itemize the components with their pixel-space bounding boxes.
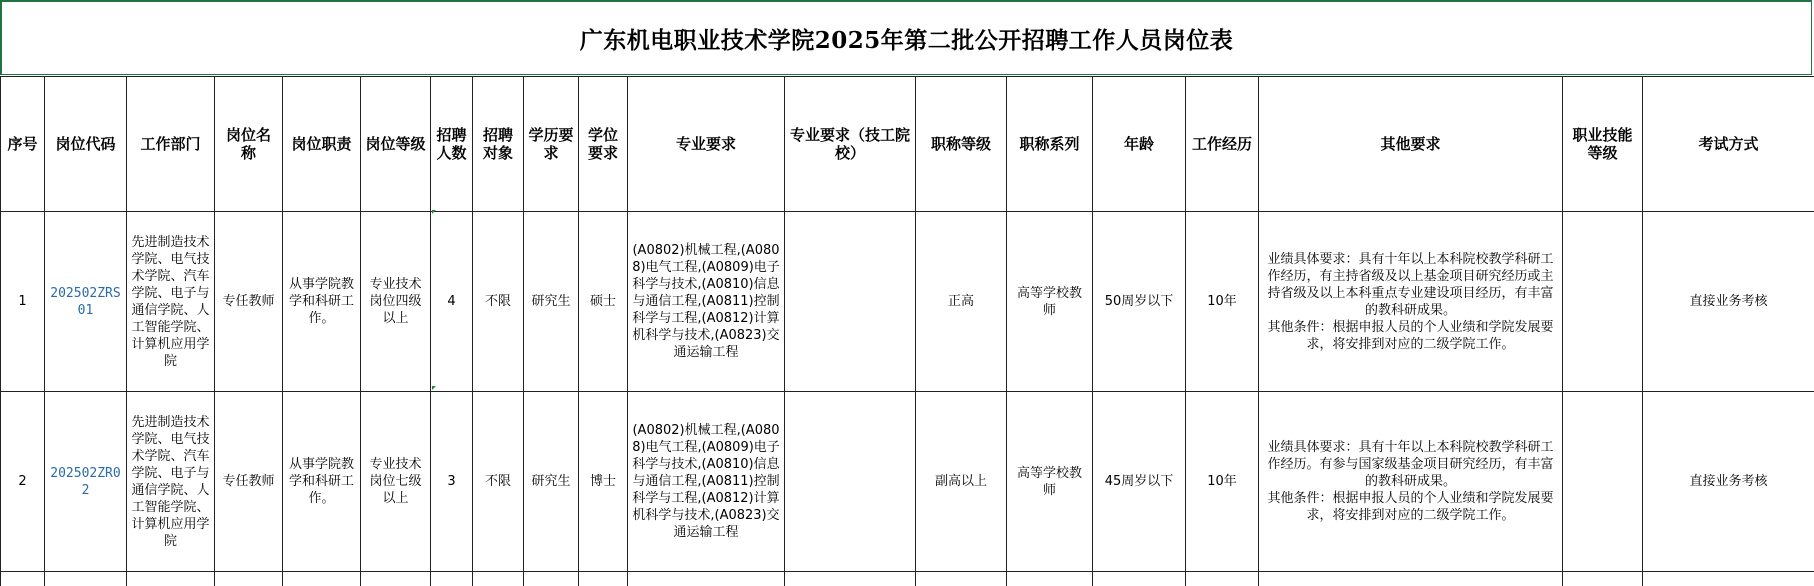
- cell-code[interactable]: 202502ZRS01: [45, 212, 127, 392]
- header-cell-skill-level[interactable]: 职业技能等级: [1563, 77, 1643, 212]
- cell-title-series[interactable]: 高等学校教师: [1007, 212, 1093, 392]
- header-cell-position[interactable]: 岗位名称: [215, 77, 283, 212]
- cell-experience[interactable]: 10年: [1186, 212, 1259, 392]
- cell-exam[interactable]: 直接业务考核: [1643, 392, 1814, 572]
- header-cell-title-level[interactable]: 职称等级: [916, 77, 1007, 212]
- header-cell-exam[interactable]: 考试方式: [1643, 77, 1814, 212]
- cell-empty[interactable]: [1, 572, 45, 586]
- cell-grade[interactable]: 专业技术岗位七级以上: [361, 392, 431, 572]
- comment-indicator-icon: [432, 386, 436, 390]
- header-cell-education[interactable]: 学历要求: [524, 77, 579, 212]
- cell-index[interactable]: 1: [1, 212, 45, 392]
- sheet-title: 广东机电职业技术学院2025年第二批公开招聘工作人员岗位表: [580, 22, 1234, 55]
- cell-skill-level[interactable]: [1563, 392, 1643, 572]
- cell-grade[interactable]: 专业技术岗位四级以上: [361, 212, 431, 392]
- cell-empty[interactable]: [1563, 572, 1643, 586]
- cell-empty[interactable]: [283, 572, 361, 586]
- header-cell-age[interactable]: 年龄: [1093, 77, 1186, 212]
- cell-major-tech[interactable]: [785, 212, 916, 392]
- cell-skill-level[interactable]: [1563, 212, 1643, 392]
- cell-experience[interactable]: 10年: [1186, 392, 1259, 572]
- header-cell-major-tech[interactable]: 专业要求（技工院校）: [785, 77, 916, 212]
- other-requirement-performance: 业绩具体要求：具有十年以上本科院校教学科研工作经历，有主持省级及以上基金项目研究经历或主持省级及以上本科重点专业建设项目经历，有丰富的教科研成果。: [1263, 251, 1558, 319]
- cell-empty[interactable]: [628, 572, 785, 586]
- cell-title-series[interactable]: 高等学校教师: [1007, 392, 1093, 572]
- cell-count[interactable]: 3: [431, 392, 473, 572]
- cell-major-tech[interactable]: [785, 392, 916, 572]
- cell-major[interactable]: (A0802)机械工程,(A0808)电气工程,(A0809)电子科学与技术,(A0810)信息与通信工程,(A0811)控制科学与工程,(A0812)计算机科学与技术,(A0823)交通运输工程: [628, 392, 785, 572]
- table-row: [1, 392, 1814, 572]
- cell-other[interactable]: [1259, 392, 1563, 572]
- cell-target[interactable]: 不限: [473, 392, 524, 572]
- cell-other[interactable]: [1259, 212, 1563, 392]
- other-requirement-performance: 业绩具体要求：具有十年以上本科院校教学科研工作经历。有参与国家级基金项目研究经历，有丰富的教科研成果。: [1263, 439, 1558, 490]
- cell-empty[interactable]: [431, 572, 473, 586]
- cell-department[interactable]: 先进制造技术学院、电气技术学院、汽车学院、电子与通信学院、人工智能学院、计算机应用学院: [127, 392, 215, 572]
- other-requirement-conditions: 其他条件：根据申报人员的个人业绩和学院发展要求，将安排到对应的二级学院工作。: [1263, 490, 1558, 524]
- cell-empty[interactable]: [1186, 572, 1259, 586]
- cell-position[interactable]: 专任教师: [215, 392, 283, 572]
- header-cell-count[interactable]: 招聘人数: [431, 77, 473, 212]
- cell-title-level[interactable]: 正高: [916, 212, 1007, 392]
- cell-major[interactable]: (A0802)机械工程,(A0808)电气工程,(A0809)电子科学与技术,(A0810)信息与通信工程,(A0811)控制科学与工程,(A0812)计算机科学与技术,(A0823)交通运输工程: [628, 212, 785, 392]
- header-cell-index[interactable]: 序号: [1, 77, 45, 212]
- cell-duty[interactable]: 从事学院教学和科研工作。: [283, 392, 361, 572]
- cell-empty[interactable]: [785, 572, 916, 586]
- table-row: [1, 212, 1814, 392]
- cell-empty[interactable]: [1007, 572, 1093, 586]
- cell-empty[interactable]: [1643, 572, 1814, 586]
- cell-department[interactable]: 先进制造技术学院、电气技术学院、汽车学院、电子与通信学院、人工智能学院、计算机应用学院: [127, 212, 215, 392]
- cell-empty[interactable]: [916, 572, 1007, 586]
- header-cell-experience[interactable]: 工作经历: [1186, 77, 1259, 212]
- cell-code[interactable]: 202502ZR02: [45, 392, 127, 572]
- cell-empty[interactable]: [473, 572, 524, 586]
- table-row-partial: [1, 572, 1814, 586]
- cell-empty[interactable]: [524, 572, 579, 586]
- cell-duty[interactable]: 从事学院教学和科研工作。: [283, 212, 361, 392]
- other-requirement-conditions: 其他条件：根据申报人员的个人业绩和学院发展要求，将安排到对应的二级学院工作。: [1263, 319, 1558, 353]
- cell-title-level[interactable]: 副高以上: [916, 392, 1007, 572]
- comment-indicator-icon: [432, 210, 436, 214]
- header-cell-other[interactable]: 其他要求: [1259, 77, 1563, 212]
- cell-empty[interactable]: [579, 572, 628, 586]
- header-cell-target[interactable]: 招聘对象: [473, 77, 524, 212]
- cell-age[interactable]: 45周岁以下: [1093, 392, 1186, 572]
- cell-degree[interactable]: 硕士: [579, 212, 628, 392]
- header-cell-major[interactable]: 专业要求: [628, 77, 785, 212]
- positions-table: [0, 76, 1814, 586]
- cell-education[interactable]: 研究生: [524, 212, 579, 392]
- cell-exam[interactable]: 直接业务考核: [1643, 212, 1814, 392]
- cell-degree[interactable]: 博士: [579, 392, 628, 572]
- cell-index[interactable]: 2: [1, 392, 45, 572]
- cell-age[interactable]: 50周岁以下: [1093, 212, 1186, 392]
- cell-target[interactable]: 不限: [473, 212, 524, 392]
- header-cell-department[interactable]: 工作部门: [127, 77, 215, 212]
- cell-education[interactable]: 研究生: [524, 392, 579, 572]
- header-cell-grade[interactable]: 岗位等级: [361, 77, 431, 212]
- header-cell-duty[interactable]: 岗位职责: [283, 77, 361, 212]
- header-cell-degree[interactable]: 学位要求: [579, 77, 628, 212]
- cell-position[interactable]: 专任教师: [215, 212, 283, 392]
- cell-empty[interactable]: [127, 572, 215, 586]
- header-row: [1, 77, 1814, 212]
- header-cell-title-series[interactable]: 职称系列: [1007, 77, 1093, 212]
- cell-empty[interactable]: [45, 572, 127, 586]
- cell-count[interactable]: 4: [431, 212, 473, 392]
- cell-empty[interactable]: [1093, 572, 1186, 586]
- cell-empty[interactable]: [215, 572, 283, 586]
- cell-empty[interactable]: [361, 572, 431, 586]
- title-cell[interactable]: [0, 0, 1812, 75]
- header-cell-code[interactable]: 岗位代码: [45, 77, 127, 212]
- cell-empty[interactable]: [1259, 572, 1563, 586]
